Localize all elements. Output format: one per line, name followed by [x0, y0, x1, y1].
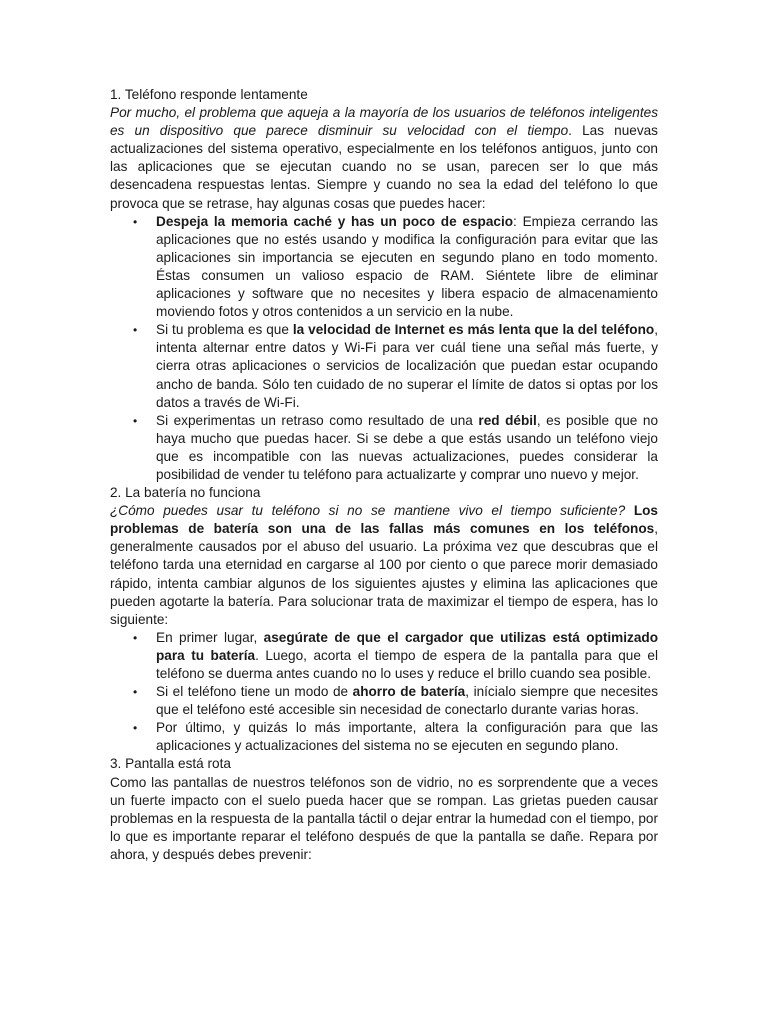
bullet-text-bold: red débil [478, 412, 537, 428]
bullet-text-pre: Por último, y quizás lo más importante, altera la configuración para que las aplicaciones y actualizaciones del sistema no se ejecuten en segundo plano. [156, 720, 658, 754]
bullet-icon: • [133, 413, 138, 428]
section-2-intro-rest: , generalmente causados por el abuso del usuario. La próxima vez que descubras que el teléfono tarda una eternidad en cargarse al 100 por ciento o que parece morir demasiado rápido, intenta cambiar algunos de los siguientes ajustes y elimina las aplicaciones que pueden agotarte la batería. Para solucionar trata de maximizar el tiempo de espera, has lo siguiente: [110, 521, 658, 627]
list-item [110, 719, 658, 755]
document-body [110, 86, 658, 864]
bullet-text-pre: En primer lugar, [156, 629, 264, 645]
list-item [110, 629, 658, 683]
section-1-intro-italic: Por mucho, el problema que aqueja a la mayoría de los usuarios de teléfonos inteligentes es un dispositivo que parece disminuir su velocidad con el tiempo [110, 105, 658, 139]
bullet-text-pre: Si tu problema es que [156, 322, 293, 338]
bullet-text-bold: ahorro de batería [352, 684, 466, 700]
section-1-intro-rest: . Las nuevas actualizaciones del sistema operativo, especialmente en los teléfonos antiguos, junto con las aplicaciones que se ejecutan cuando no se usan, parecen ser lo que más desencadena respuestas lentas. Siempre y cuando no sea la edad del teléfono lo que provoca que se retrase, hay algunas cosas que puedes hacer: [110, 123, 658, 211]
bullet-icon: • [133, 630, 138, 645]
section-2-intro [110, 502, 658, 629]
section-1-intro [110, 104, 658, 213]
section-2-bullet-list [110, 629, 658, 756]
section-3-body: Como las pantallas de nuestros teléfonos son de vidrio, no es sorprendente que a veces un fuerte impacto con el suelo pueda hacer que se rompan. Las grietas pueden causar problemas en la respuesta de la pantalla táctil o dejar entrar la humedad con el tiempo, por lo que es importante reparar el teléfono después de que la pantalla se dañe. Repara por ahora, y después debes prevenir: [110, 774, 658, 862]
section-2-intro-bold: Los problemas de batería son una de las fallas más comunes en los teléfonos [110, 503, 658, 537]
bullet-text-post: , inícialo siempre que necesites que el teléfono esté accesible sin necesidad de conectarlo durante varias horas. [156, 684, 659, 718]
bullet-text-post: , es posible que no haya mucho que puedas hacer. Si se debe a que estás usando un teléfono viejo que es incompatible con las nuevas actualizaciones, puedes considerar la posibilidad de vender tu teléfono para actualizarte y comprar uno nuevo y mejor. [156, 412, 659, 482]
list-item [110, 213, 658, 322]
list-item [110, 683, 658, 719]
bullet-icon: • [133, 214, 138, 229]
section-1-bullet-list [110, 213, 658, 484]
bullet-text-bold: la velocidad de Internet es más lenta que la del teléfono [292, 322, 655, 338]
section-1-heading: 1. Teléfono responde lentamente [110, 87, 308, 102]
bullet-text-post: : Empieza cerrando las aplicaciones que no estés usando y modifica la configuración para evitar que las aplicaciones sin importancia se ejecuten en segundo plano en todo momento. Éstas consumen un valioso espacio de RAM. Siéntete libre de eliminar aplicaciones y software que no necesites y libera espacio de almacenamiento moviendo fotos y otros contenidos a un servicio en la nube. [156, 213, 658, 320]
section-3-heading: 3. Pantalla está rota [110, 756, 231, 772]
list-item [110, 321, 658, 411]
bullet-text-pre: Si experimentas un retraso como resultado de una [156, 412, 479, 428]
bullet-icon: • [133, 685, 138, 700]
section-2-heading: 2. La batería no funciona [110, 485, 261, 501]
bullet-text-post: , intenta alternar entre datos y Wi-Fi para ver cuál tiene una señal más fuerte, y cierra otras aplicaciones o servicios de localización que puedan estar ocupando ancho de banda. Sólo ten cuidado de no superar el límite de datos si optas por los datos a través de Wi-Fi. [156, 322, 658, 410]
section-2-intro-italic: ¿Cómo puedes usar tu teléfono si no se mantiene vivo el tiempo suficiente? [110, 503, 626, 519]
list-item [110, 412, 658, 484]
bullet-text-bold: Despeja la memoria caché y has un poco de espacio [156, 213, 514, 229]
bullet-text-pre: Si el teléfono tiene un modo de [156, 684, 353, 700]
bullet-icon: • [133, 721, 138, 736]
bullet-text-bold: asegúrate de que el cargador que utilizas está optimizado para tu batería [156, 629, 659, 663]
bullet-text-post: . Luego, acorta el tiempo de espera de la pantalla para que el teléfono se duerma antes cuando no lo uses y reduce el brillo cuando sea posible. [156, 647, 658, 681]
bullet-icon: • [133, 323, 138, 338]
